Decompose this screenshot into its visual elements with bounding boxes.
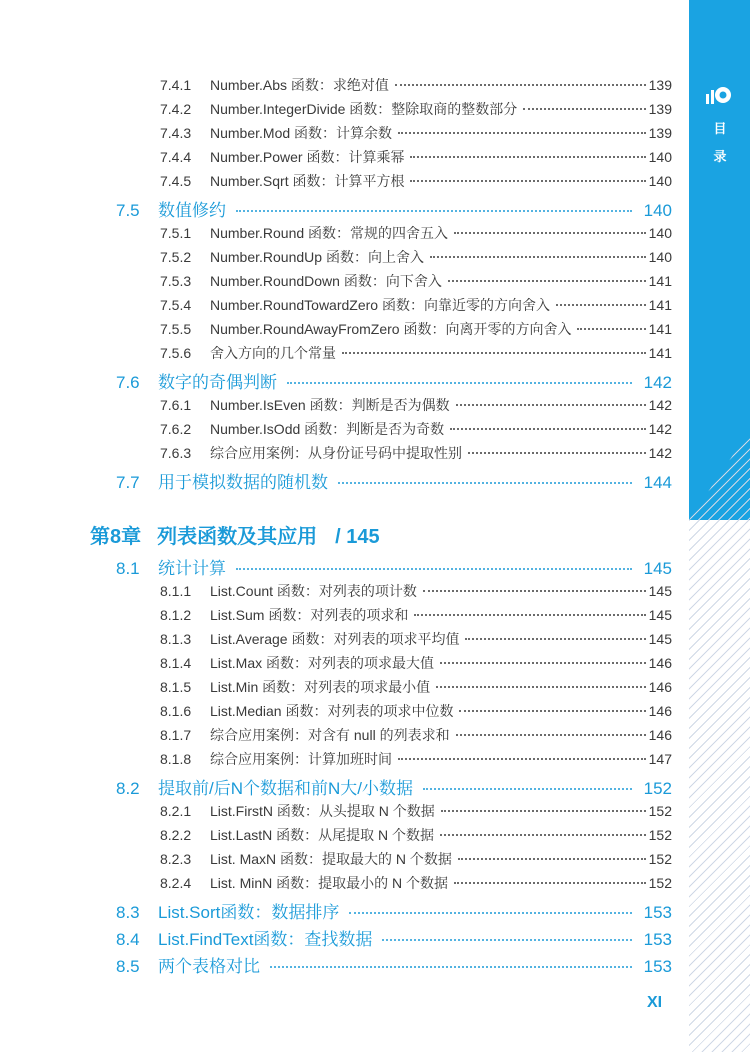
- toc-subsection-entry[interactable]: [0, 295, 689, 315]
- entry-number: 8.1.3: [160, 631, 192, 647]
- dot-leader: [523, 107, 645, 110]
- dot-leader: [395, 83, 646, 86]
- entry-number: 7.5.3: [160, 273, 192, 289]
- entry-number: 8.1.4: [160, 655, 192, 671]
- toc-subsection-entry[interactable]: [0, 653, 689, 673]
- entry-title: 综合应用案例：从身份证号码中提取性别: [210, 445, 462, 461]
- entry-page-number: 139: [648, 77, 672, 93]
- entry-page-number: 146: [648, 655, 672, 671]
- entry-number: 7.4.4: [160, 149, 192, 165]
- dot-leader: [338, 481, 632, 484]
- entry-title: Number.Mod 函数：计算余数: [210, 125, 393, 141]
- toc-subsection-entry[interactable]: [0, 395, 689, 415]
- entry-number: 8.2: [116, 779, 140, 798]
- entry-title: List.Median 函数：对列表的项求中位数: [210, 703, 454, 719]
- dot-leader: [468, 451, 646, 454]
- toc-subsection-entry[interactable]: [0, 605, 689, 625]
- entry-number: 7.4.5: [160, 173, 192, 189]
- toc-subsection-entry[interactable]: [0, 725, 689, 745]
- entry-title: Number.RoundAwayFromZero 函数：向离开零的方向舍入: [210, 321, 572, 337]
- entry-title: Number.IntegerDivide 函数：整除取商的整数部分: [210, 101, 518, 117]
- dot-leader: [556, 303, 646, 306]
- toc-subsection-entry[interactable]: [0, 319, 689, 339]
- entry-number: 8.1: [116, 559, 140, 578]
- entry-page-number: 141: [648, 273, 672, 289]
- dot-leader: [410, 179, 645, 182]
- entry-page-number: 146: [648, 703, 672, 719]
- toc-subsection-entry[interactable]: [0, 749, 689, 769]
- entry-page-number: 140: [648, 149, 672, 165]
- dot-leader: [441, 809, 646, 812]
- entry-page-number: 145: [643, 559, 672, 578]
- toc-subsection-entry[interactable]: [0, 223, 689, 243]
- entry-number: 8.2.2: [160, 827, 192, 843]
- entry-title: Number.Abs 函数：求绝对值: [210, 77, 389, 93]
- side-hatch-pattern: [689, 520, 750, 1052]
- entry-title: List.LastN 函数：从尾提取 N 个数据: [210, 827, 435, 843]
- dot-leader: [456, 733, 646, 736]
- entry-title: Number.Round 函数：常规的四舍五入: [210, 225, 449, 241]
- entry-page-number: 141: [648, 321, 672, 337]
- entry-page-number: 139: [648, 101, 672, 117]
- entry-page-number: 140: [648, 173, 672, 189]
- entry-number: 8.2.3: [160, 851, 192, 867]
- entry-number: 8.1.2: [160, 607, 192, 623]
- toc-subsection-entry[interactable]: [0, 419, 689, 439]
- entry-number: 7.6.1: [160, 397, 192, 413]
- entry-page-number: 146: [648, 727, 672, 743]
- entry-number: 7.5.4: [160, 297, 192, 313]
- entry-page-number: 142: [648, 397, 672, 413]
- entry-title: 舍入方向的几个常量: [210, 345, 336, 361]
- dot-leader: [454, 231, 646, 234]
- toc-section-entry[interactable]: [0, 774, 689, 799]
- toc-section-entry[interactable]: [0, 196, 689, 221]
- dot-leader: [423, 589, 646, 592]
- entry-title: Number.Sqrt 函数：计算平方根: [210, 173, 405, 189]
- dot-leader: [577, 327, 645, 330]
- toc-subsection-entry[interactable]: [0, 99, 689, 119]
- dot-leader: [398, 757, 646, 760]
- dot-leader: [458, 857, 646, 860]
- entry-number: 8.2.1: [160, 803, 192, 819]
- entry-title: List.Sort函数：数据排序: [158, 903, 340, 922]
- entry-title: 数字的奇偶判断: [158, 373, 277, 392]
- entry-title: Number.IsOdd 函数：判断是否为奇数: [210, 421, 445, 437]
- entry-page-number: 153: [643, 930, 672, 949]
- dot-leader: [287, 381, 632, 384]
- dot-leader: [440, 833, 646, 836]
- entry-page-number: 145: [648, 607, 672, 623]
- entry-number: 7.5: [116, 201, 140, 220]
- toc-subsection-entry[interactable]: [0, 801, 689, 821]
- entry-page-number: 152: [648, 875, 672, 891]
- toc-subsection-entry[interactable]: [0, 75, 689, 95]
- entry-number: 8.1.6: [160, 703, 192, 719]
- dot-leader: [236, 567, 632, 570]
- toc-subsection-entry[interactable]: [0, 147, 689, 167]
- entry-number: 8.2.4: [160, 875, 192, 891]
- entry-page-number: 153: [643, 903, 672, 922]
- entry-number: 8.3: [116, 903, 140, 922]
- side-label-lu: 录: [713, 149, 727, 164]
- entry-title: List.Min 函数：对列表的项求最小值: [210, 679, 431, 695]
- dot-leader: [423, 787, 632, 790]
- entry-title: List.FirstN 函数：从头提取 N 个数据: [210, 803, 435, 819]
- entry-page-number: 142: [643, 373, 672, 392]
- entry-page-number: 141: [648, 297, 672, 313]
- entry-number: 7.5.5: [160, 321, 192, 337]
- toc-subsection-entry[interactable]: [0, 247, 689, 267]
- entry-page-number: 145: [648, 583, 672, 599]
- entry-number: 7.5.1: [160, 225, 192, 241]
- entry-title: 数值修约: [158, 201, 226, 220]
- entry-title: 统计计算: [158, 559, 226, 578]
- toc-subsection-entry[interactable]: [0, 123, 689, 143]
- entry-number: 7.4.1: [160, 77, 192, 93]
- toc-subsection-entry[interactable]: [0, 825, 689, 845]
- dot-leader: [270, 965, 632, 968]
- entry-title: 用于模拟数据的随机数: [158, 473, 328, 492]
- dot-leader: [410, 155, 645, 158]
- toc-subsection-entry[interactable]: [0, 343, 689, 363]
- entry-number: 8.5: [116, 957, 140, 976]
- toc-section-entry[interactable]: [0, 368, 689, 393]
- dot-leader: [454, 881, 646, 884]
- dot-leader: [448, 279, 646, 282]
- entry-page-number: 139: [648, 125, 672, 141]
- toc-subsection-entry[interactable]: [0, 581, 689, 601]
- dot-leader: [382, 938, 631, 941]
- entry-number: 7.4.3: [160, 125, 192, 141]
- side-label-mu: 目: [713, 121, 727, 136]
- entry-number: 8.1.5: [160, 679, 192, 695]
- entry-page-number: 145: [648, 631, 672, 647]
- entry-title: 综合应用案例：对含有 null 的列表求和: [210, 727, 450, 743]
- toc-subsection-entry[interactable]: [0, 629, 689, 649]
- page-number: XI: [647, 994, 663, 1011]
- toc-subsection-entry[interactable]: [0, 873, 689, 893]
- toc-section-entry[interactable]: [0, 952, 689, 977]
- entry-number: 7.6.2: [160, 421, 192, 437]
- entry-title: 两个表格对比: [158, 957, 260, 976]
- toc-subsection-entry[interactable]: [0, 701, 689, 721]
- entry-number: 8.1.7: [160, 727, 192, 743]
- entry-title: List. MinN 函数：提取最小的 N 个数据: [210, 875, 449, 891]
- toc-subsection-entry[interactable]: [0, 677, 689, 697]
- dot-leader: [456, 403, 646, 406]
- entry-title: Number.Power 函数：计算乘幂: [210, 149, 405, 165]
- entry-number: 8.4: [116, 930, 140, 949]
- entry-page-number: 140: [643, 201, 672, 220]
- toc-subsection-entry[interactable]: [0, 271, 689, 291]
- entry-page-number: 152: [648, 803, 672, 819]
- entry-title: List. MaxN 函数：提取最大的 N 个数据: [210, 851, 452, 867]
- entry-page-number: 152: [643, 779, 672, 798]
- entry-number: 8.1.1: [160, 583, 192, 599]
- entry-title: 综合应用案例：计算加班时间: [210, 751, 392, 767]
- entry-page-number: 144: [643, 473, 672, 492]
- toc-section-entry[interactable]: [0, 925, 689, 950]
- book-logo-icon: [706, 86, 732, 104]
- toc-subsection-entry[interactable]: [0, 171, 689, 191]
- entry-number: 8.1.8: [160, 751, 192, 767]
- toc-section-entry[interactable]: [0, 468, 689, 493]
- entry-page-number: 146: [648, 679, 672, 695]
- dot-leader: [465, 637, 645, 640]
- dot-leader: [430, 255, 646, 258]
- dot-leader: [398, 131, 646, 134]
- entry-number: 7.6: [116, 373, 140, 392]
- entry-page-number: 140: [648, 249, 672, 265]
- entry-title: 提取前/后N个数据和前N大/小数据: [158, 779, 413, 798]
- dot-leader: [236, 209, 632, 212]
- entry-title: Number.IsEven 函数：判断是否为偶数: [210, 397, 450, 413]
- toc-section-entry[interactable]: [0, 898, 689, 923]
- entry-title: List.Count 函数：对列表的项计数: [210, 583, 417, 599]
- entry-number: 7.5.6: [160, 345, 192, 361]
- chapter-page: / 145: [335, 526, 380, 548]
- entry-page-number: 152: [648, 827, 672, 843]
- entry-page-number: 141: [648, 345, 672, 361]
- entry-title: List.FindText函数：查找数据: [158, 930, 373, 949]
- dot-leader: [342, 351, 646, 354]
- chapter-heading: [90, 520, 380, 549]
- entry-page-number: 142: [648, 421, 672, 437]
- entry-title: Number.RoundDown 函数：向下舍入: [210, 273, 442, 289]
- entry-number: 7.7: [116, 473, 140, 492]
- entry-title: List.Average 函数：对列表的项求平均值: [210, 631, 460, 647]
- chapter-title: 列表函数及其应用: [157, 526, 318, 548]
- dot-leader: [450, 427, 645, 430]
- entry-page-number: 140: [648, 225, 672, 241]
- dot-leader: [436, 685, 646, 688]
- entry-number: 7.6.3: [160, 445, 192, 461]
- toc-section-entry[interactable]: [0, 554, 689, 579]
- entry-page-number: 152: [648, 851, 672, 867]
- dot-leader: [349, 911, 631, 914]
- entry-title: Number.RoundUp 函数：向上舍入: [210, 249, 424, 265]
- entry-title: List.Max 函数：对列表的项求最大值: [210, 655, 435, 671]
- entry-page-number: 147: [648, 751, 672, 767]
- entry-number: 7.4.2: [160, 101, 192, 117]
- entry-title: List.Sum 函数：对列表的项求和: [210, 607, 409, 623]
- dot-leader: [440, 661, 646, 664]
- entry-page-number: 153: [643, 957, 672, 976]
- toc-subsection-entry[interactable]: [0, 849, 689, 869]
- dot-leader: [414, 613, 645, 616]
- entry-page-number: 142: [648, 445, 672, 461]
- entry-number: 7.5.2: [160, 249, 192, 265]
- chapter-number: 第8章: [90, 526, 142, 548]
- dot-leader: [459, 709, 645, 712]
- toc-subsection-entry[interactable]: [0, 443, 689, 463]
- entry-title: Number.RoundTowardZero 函数：向靠近零的方向舍入: [210, 297, 550, 313]
